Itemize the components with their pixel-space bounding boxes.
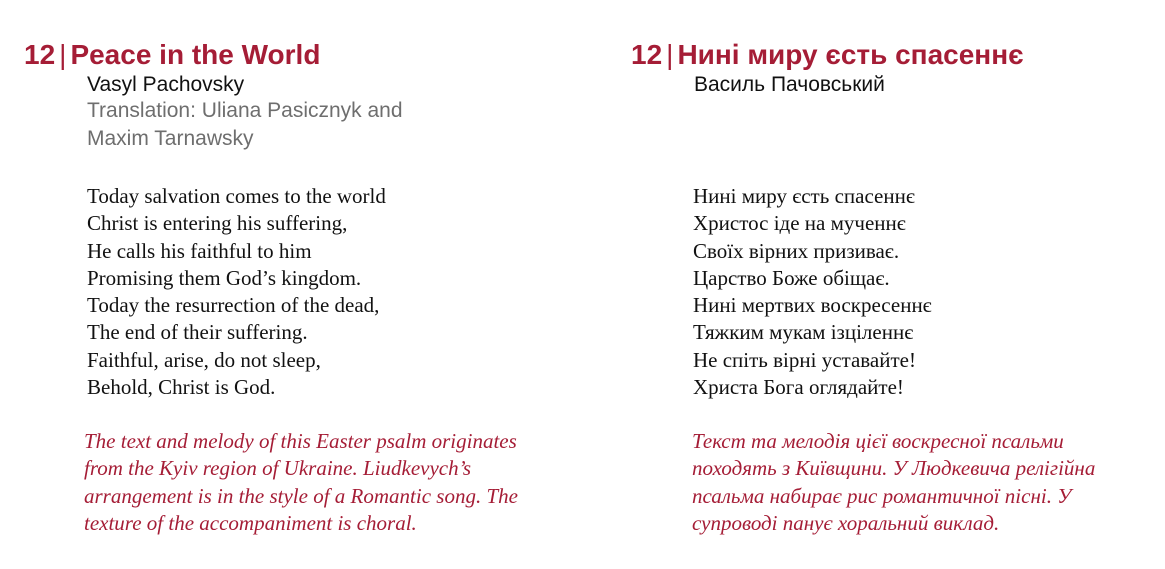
- poem-line: Христа Бога оглядайте!: [693, 375, 904, 400]
- song-title: Peace in the World: [70, 39, 321, 70]
- poem-line: Promising them God’s kingdom.: [87, 265, 362, 290]
- poem-line: Не спіть вірні уставайте!: [693, 347, 916, 372]
- poem-line: Тяжким мукам ізціленнє: [693, 320, 914, 345]
- poem-line: Behold, Christ is God.: [87, 375, 276, 400]
- poem-line: Today salvation comes to the world: [87, 184, 386, 208]
- program-note: The text and melody of this Easter psalm originates from the Kyiv region of Ukraine. Liudkevych’s arrangement is in the style of a Romantic song. The texture of the accompaniment is choral.: [84, 429, 518, 535]
- poem-line: Нині миру єсть спасеннє: [693, 184, 915, 208]
- english-column: [24, 38, 584, 535]
- song-number: 12: [24, 39, 56, 70]
- poem-line: Нині мертвих воскресеннє: [693, 293, 932, 318]
- poem-line: He calls his faithful to him: [87, 238, 312, 263]
- poem-line: Христос іде на мученнє: [693, 211, 906, 236]
- song-number: 12: [631, 39, 663, 70]
- author-name: Василь Пачовський: [694, 73, 885, 96]
- poem-text: [693, 183, 932, 401]
- poem-line: Christ is entering his suffering,: [87, 211, 348, 236]
- poem-line: The end of their suffering.: [87, 320, 308, 345]
- poem-line: Царство Боже обіщає.: [693, 265, 890, 290]
- ukrainian-heading: [631, 38, 1151, 72]
- author-name: Vasyl Pachovsky: [87, 73, 245, 96]
- heading-separator: |: [59, 39, 67, 70]
- translator-credit: Translation: Uliana Pasicznyk and Maxim Tarnawsky: [87, 99, 403, 150]
- program-note: Текст та мелодія цієї воскресної псальми походять з Київщини. У Людкевича релігійна псальма набирає рис романтичної пісні. У супроводі панує хоральний виклад.: [692, 429, 1096, 535]
- poem-line: Своїх вірних призиває.: [693, 238, 900, 263]
- poem-text: [87, 183, 386, 401]
- ukrainian-column: [631, 38, 1151, 535]
- poem-line: Today the resurrection of the dead,: [87, 293, 380, 318]
- song-title: Нині миру єсть спасеннє: [677, 39, 1024, 70]
- poem-line: Faithful, arise, do not sleep,: [87, 347, 321, 372]
- english-heading: [24, 38, 584, 72]
- heading-separator: |: [666, 39, 674, 70]
